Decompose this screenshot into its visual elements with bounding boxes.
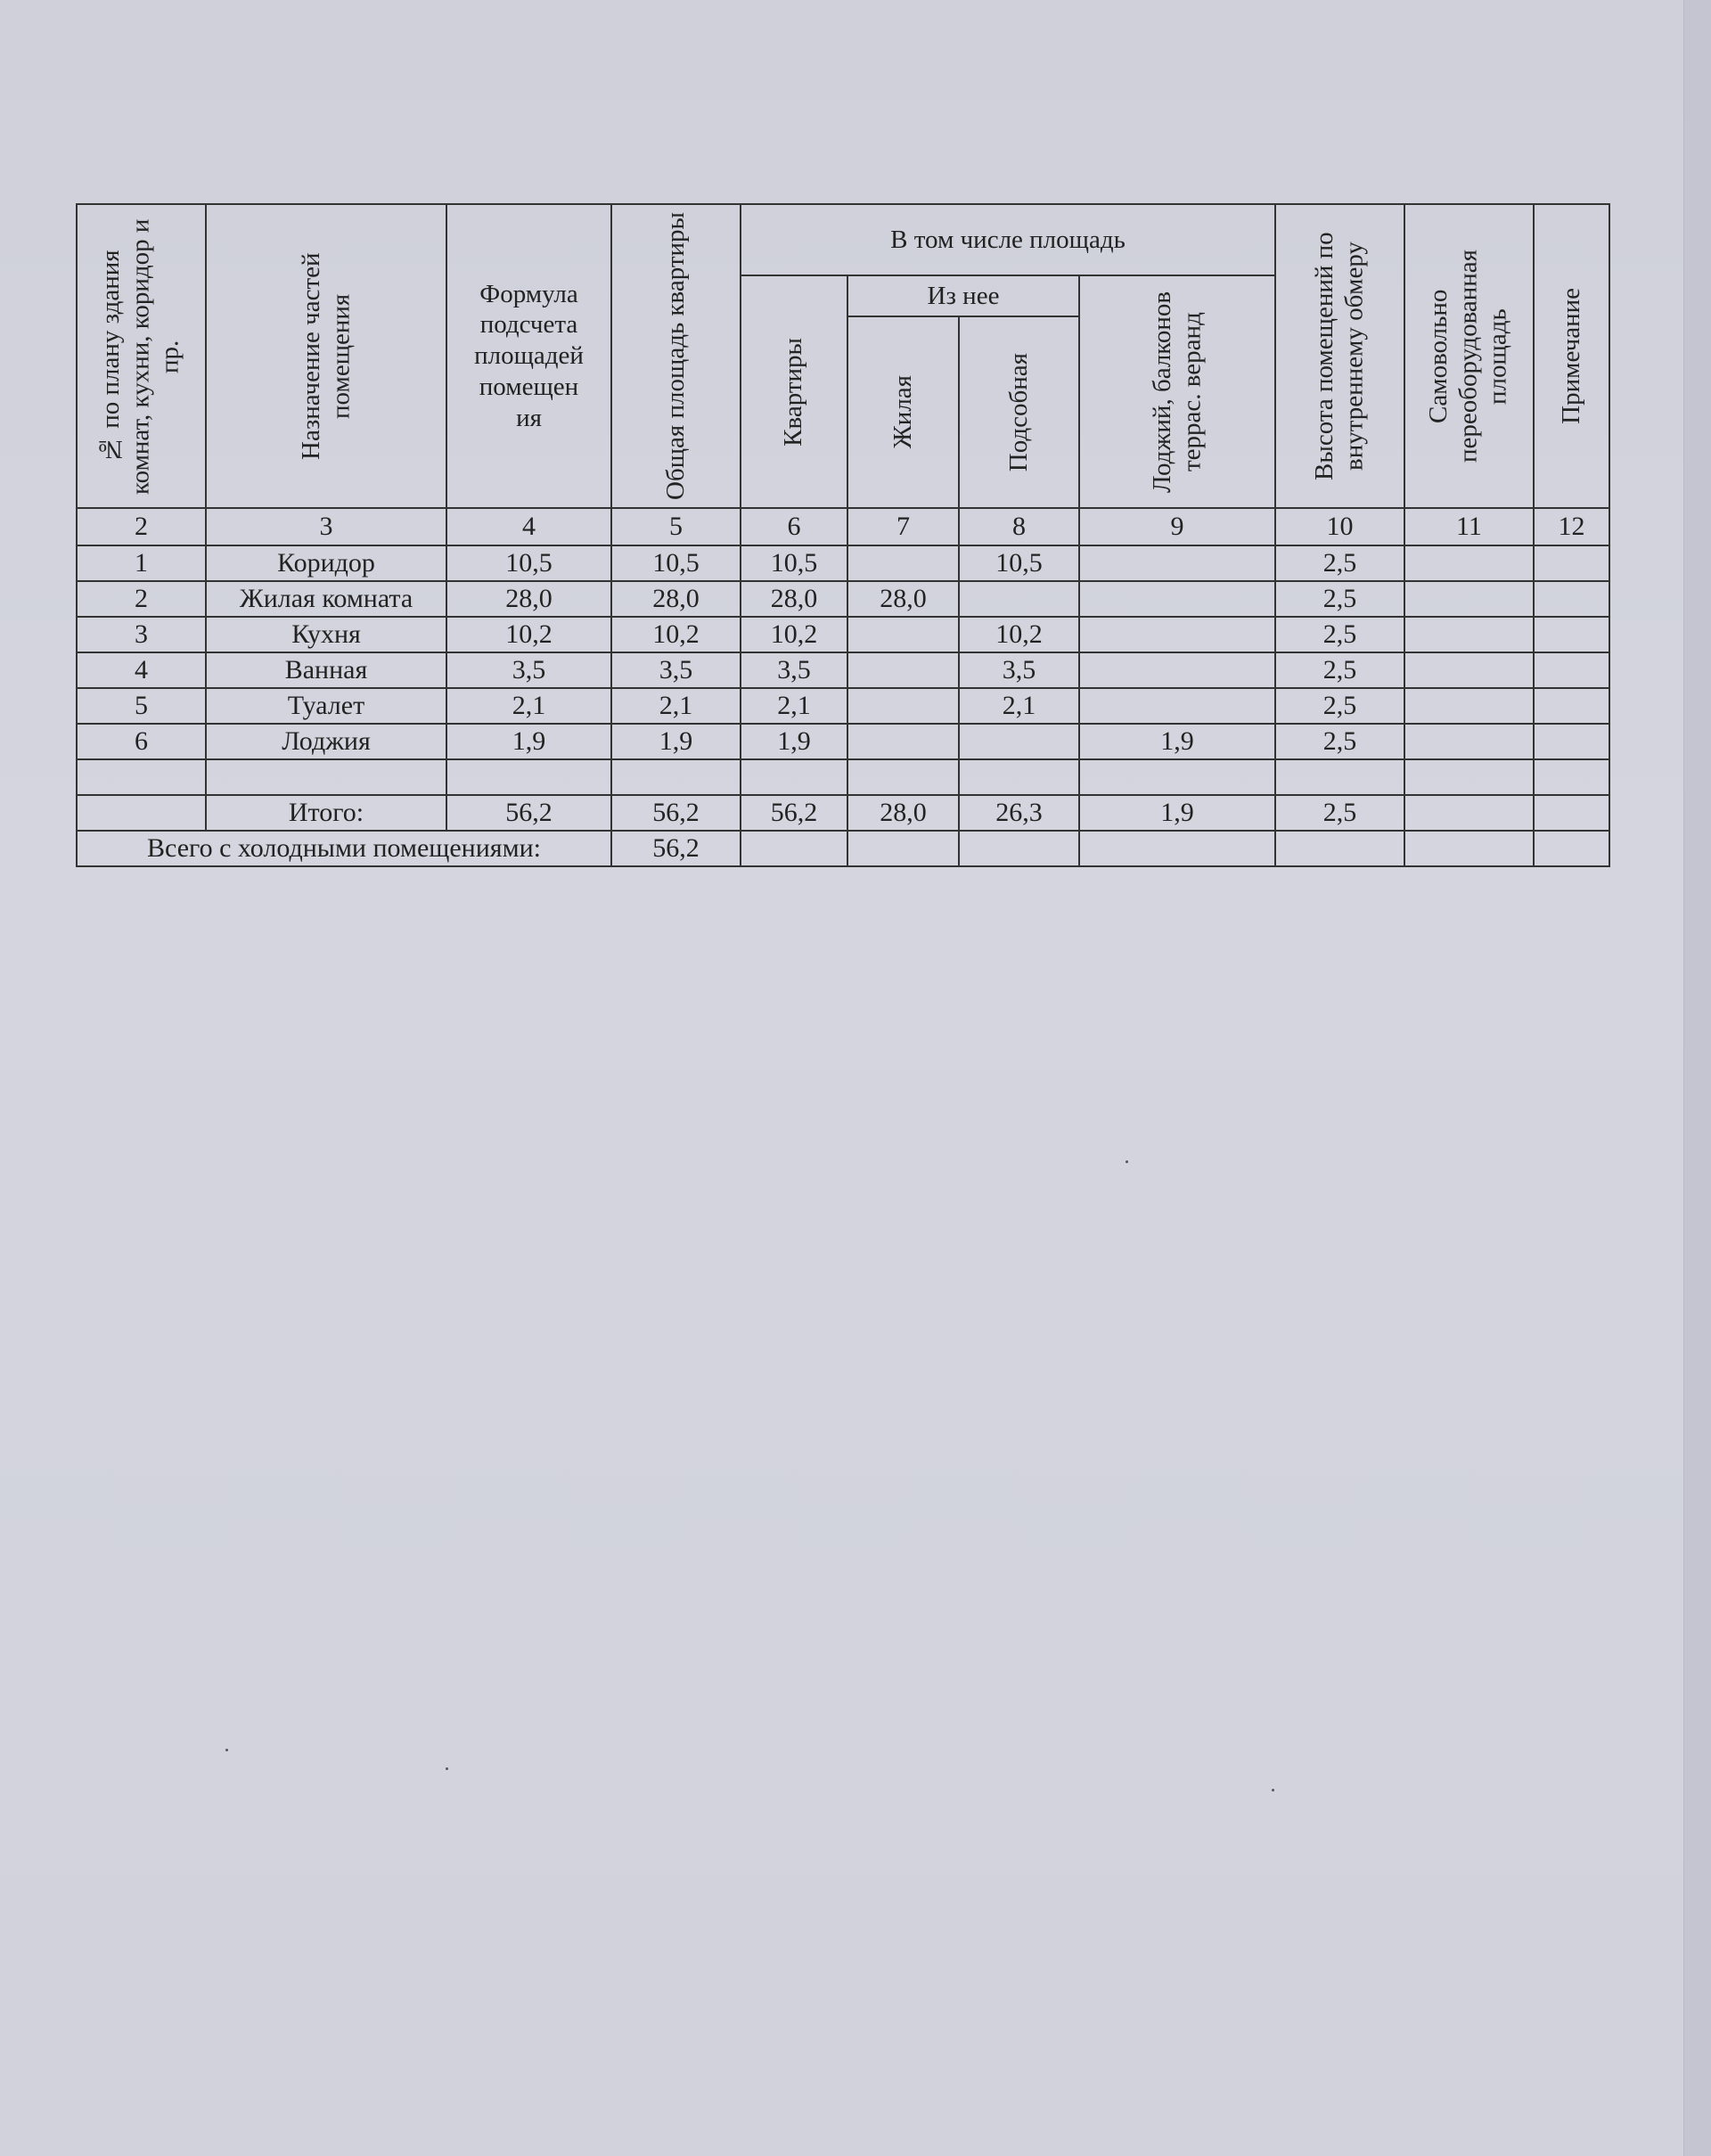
grand-total-value: 56,2 — [611, 831, 741, 866]
column-number: 12 — [1534, 508, 1609, 545]
cell-height: 2,5 — [1275, 581, 1404, 617]
table-row — [77, 545, 1609, 581]
cell-height: 2,5 — [1275, 688, 1404, 724]
cell-name: Лоджия — [206, 724, 446, 759]
cell-flat: 10,2 — [741, 617, 847, 652]
column-number: 8 — [959, 508, 1079, 545]
cell-height: 2,5 — [1275, 545, 1404, 581]
cell-unauth — [1404, 545, 1534, 581]
cell-unauth — [1404, 724, 1534, 759]
totals-height: 2,5 — [1275, 795, 1404, 831]
cell-living — [847, 617, 959, 652]
cell-living — [847, 724, 959, 759]
cell-note — [1534, 581, 1609, 617]
header-including-area: В том числе площадь — [741, 204, 1275, 275]
cell-flat: 1,9 — [741, 724, 847, 759]
cell-note — [1534, 545, 1609, 581]
cell-formula: 2,1 — [446, 688, 611, 724]
table-row — [77, 688, 1609, 724]
header-no: № по плану здания комнат, кухни, коридор и пр. — [77, 204, 206, 508]
header-loggia: Лоджий, балконов террас. веранд — [1079, 275, 1275, 508]
cell-note — [1534, 688, 1609, 724]
totals-aux: 26,3 — [959, 795, 1079, 831]
cell-note — [1534, 617, 1609, 652]
column-number: 3 — [206, 508, 446, 545]
totals-living: 28,0 — [847, 795, 959, 831]
cell-living — [847, 652, 959, 688]
blank-row — [77, 759, 1609, 795]
cell-living: 28,0 — [847, 581, 959, 617]
column-number: 9 — [1079, 508, 1275, 545]
cell-no: 4 — [77, 652, 206, 688]
table-row — [77, 652, 1609, 688]
column-number: 4 — [446, 508, 611, 545]
cell-flat: 3,5 — [741, 652, 847, 688]
header-total-area: Общая площадь квартиры — [611, 204, 741, 508]
cell-note — [1534, 652, 1609, 688]
cell-total: 28,0 — [611, 581, 741, 617]
cell-aux: 10,5 — [959, 545, 1079, 581]
cell-no: 3 — [77, 617, 206, 652]
column-numbers-row — [77, 508, 1609, 545]
cell-unauth — [1404, 688, 1534, 724]
totals-formula: 56,2 — [446, 795, 611, 831]
header-purpose: Назначение частей помещения — [206, 204, 446, 508]
totals-total: 56,2 — [611, 795, 741, 831]
column-number: 5 — [611, 508, 741, 545]
speck — [1272, 1789, 1274, 1791]
cell-unauth — [1404, 581, 1534, 617]
paper-edge — [1683, 0, 1711, 2156]
table-row — [77, 724, 1609, 759]
cell-aux — [959, 581, 1079, 617]
table-row — [77, 617, 1609, 652]
cell-unauth — [1404, 617, 1534, 652]
speck — [225, 1749, 228, 1751]
cell-loggia — [1079, 617, 1275, 652]
cell-aux: 3,5 — [959, 652, 1079, 688]
header-note: Примечание — [1534, 204, 1609, 508]
cell-formula: 10,2 — [446, 617, 611, 652]
cell-loggia — [1079, 688, 1275, 724]
cell-no: 2 — [77, 581, 206, 617]
cell-living — [847, 688, 959, 724]
header-formula: Формула подсчета площадей помещен ия — [446, 204, 611, 508]
header-flat: Квартиры — [741, 275, 847, 508]
totals-label: Итого: — [206, 795, 446, 831]
cell-name: Коридор — [206, 545, 446, 581]
cell-name: Жилая комната — [206, 581, 446, 617]
area-table — [76, 203, 1610, 867]
cell-name: Туалет — [206, 688, 446, 724]
cell-formula: 10,5 — [446, 545, 611, 581]
cell-loggia — [1079, 545, 1275, 581]
header-auxiliary: Подсобная — [959, 316, 1079, 508]
cell-total: 2,1 — [611, 688, 741, 724]
speck — [1126, 1160, 1128, 1163]
cell-formula: 28,0 — [446, 581, 611, 617]
header-living: Жилая — [847, 316, 959, 508]
cell-flat: 2,1 — [741, 688, 847, 724]
cell-loggia: 1,9 — [1079, 724, 1275, 759]
totals-loggia: 1,9 — [1079, 795, 1275, 831]
cell-name: Ванная — [206, 652, 446, 688]
cell-total: 10,5 — [611, 545, 741, 581]
speck — [446, 1767, 448, 1770]
cell-aux — [959, 724, 1079, 759]
cell-height: 2,5 — [1275, 724, 1404, 759]
header-unauthorized: Самовольно переоборудованная площадь — [1404, 204, 1534, 508]
cell-flat: 28,0 — [741, 581, 847, 617]
cell-living — [847, 545, 959, 581]
cell-loggia — [1079, 581, 1275, 617]
cell-formula: 1,9 — [446, 724, 611, 759]
cell-flat: 10,5 — [741, 545, 847, 581]
cell-total: 10,2 — [611, 617, 741, 652]
cell-no: 1 — [77, 545, 206, 581]
column-number: 7 — [847, 508, 959, 545]
cell-total: 3,5 — [611, 652, 741, 688]
table-row — [77, 581, 1609, 617]
cell-formula: 3,5 — [446, 652, 611, 688]
cell-total: 1,9 — [611, 724, 741, 759]
header-of-it: Из нее — [847, 275, 1079, 316]
column-number: 11 — [1404, 508, 1534, 545]
cell-unauth — [1404, 652, 1534, 688]
cell-aux: 2,1 — [959, 688, 1079, 724]
cell-height: 2,5 — [1275, 652, 1404, 688]
cell-aux: 10,2 — [959, 617, 1079, 652]
column-number: 2 — [77, 508, 206, 545]
column-number: 6 — [741, 508, 847, 545]
totals-flat: 56,2 — [741, 795, 847, 831]
header-height: Высота помещений по внутреннему обмеру — [1275, 204, 1404, 508]
cell-note — [1534, 724, 1609, 759]
cell-height: 2,5 — [1275, 617, 1404, 652]
totals-row — [77, 795, 1609, 831]
grand-total-label: Всего с холодными помещениями: — [77, 831, 611, 866]
column-number: 10 — [1275, 508, 1404, 545]
cell-name: Кухня — [206, 617, 446, 652]
cell-no: 6 — [77, 724, 206, 759]
grand-total-row — [77, 831, 1609, 866]
cell-no: 5 — [77, 688, 206, 724]
cell-loggia — [1079, 652, 1275, 688]
